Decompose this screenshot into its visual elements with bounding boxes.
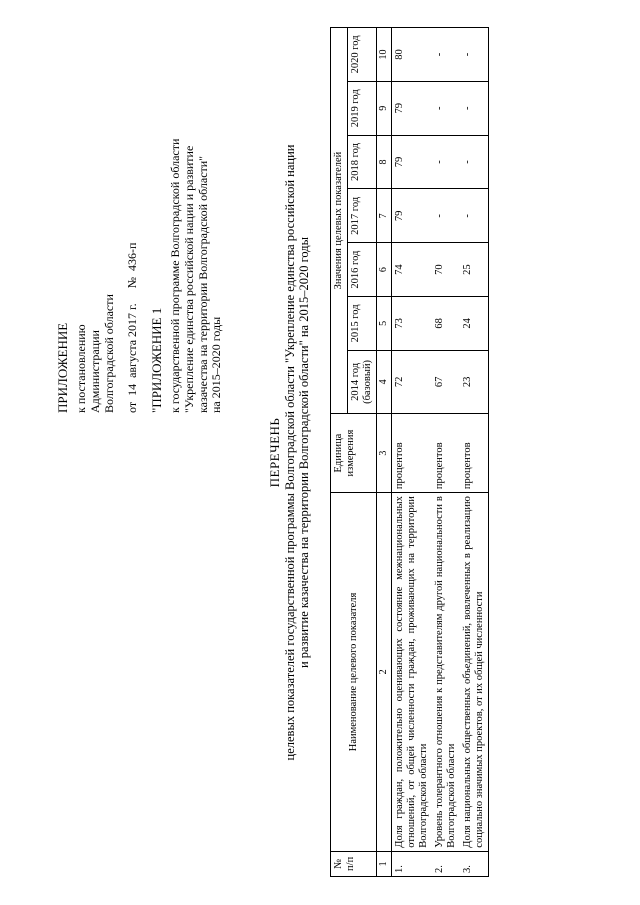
col-header-year: 2014 год (базовый) bbox=[348, 350, 377, 413]
row-num: 2. bbox=[432, 851, 460, 876]
row-value: 70 bbox=[432, 243, 460, 297]
row-value: - bbox=[432, 81, 460, 135]
row-value: - bbox=[432, 189, 460, 243]
row-value: - bbox=[460, 135, 489, 189]
column-index: 9 bbox=[377, 81, 392, 135]
column-index: 5 bbox=[377, 297, 392, 351]
document-title-block bbox=[268, 0, 312, 905]
col-header-year: 2017 год bbox=[348, 189, 377, 243]
row-value: - bbox=[432, 135, 460, 189]
appendix-line: на 2015–2020 годы bbox=[209, 316, 224, 413]
header-date: от 14 августа 2017 г. № 436-п bbox=[125, 242, 140, 413]
table-row bbox=[391, 28, 432, 877]
col-header-year: 2018 год bbox=[348, 135, 377, 189]
row-value: - bbox=[460, 189, 489, 243]
appendix-line: казачества на территории Волгоградской области" bbox=[195, 155, 210, 413]
col-header-values-group: Значения целевых показателей bbox=[331, 28, 348, 414]
row-value: 68 bbox=[432, 297, 460, 351]
column-index: 10 bbox=[377, 28, 392, 82]
col-header-year: 2016 год bbox=[348, 243, 377, 297]
column-index: 3 bbox=[377, 414, 392, 493]
column-index-row bbox=[377, 28, 392, 877]
row-value: 79 bbox=[391, 81, 432, 135]
col-header-name: Наименование целевого показателя bbox=[331, 493, 377, 852]
row-value: 24 bbox=[460, 297, 489, 351]
row-value: 73 bbox=[391, 297, 432, 351]
row-value: 67 bbox=[432, 350, 460, 413]
row-value: 74 bbox=[391, 243, 432, 297]
col-header-year: 2020 год bbox=[348, 28, 377, 82]
header-line: Волгоградской области bbox=[101, 294, 116, 413]
column-index: 2 bbox=[377, 493, 392, 852]
header-title: ПРИЛОЖЕНИЕ bbox=[55, 322, 70, 413]
column-index: 8 bbox=[377, 135, 392, 189]
appendix-title: "ПРИЛОЖЕНИЕ 1 bbox=[149, 307, 165, 413]
row-value: 79 bbox=[391, 135, 432, 189]
row-value: - bbox=[460, 81, 489, 135]
document-subtitle: целевых показателей государственной программы Волгоградской области "Укрепление единства российской нации bbox=[282, 144, 297, 761]
row-indicator-name: Уровень толерантного отношения к представителям другой национальности в Волгоградской области bbox=[432, 493, 460, 852]
document-title: ПЕРЕЧЕНЬ bbox=[267, 417, 282, 488]
row-value: 72 bbox=[391, 350, 432, 413]
header-line: Администрации bbox=[87, 330, 102, 413]
column-index: 6 bbox=[377, 243, 392, 297]
column-index: 7 bbox=[377, 189, 392, 243]
appendix-line: "Укрепление единства российской нации и развитие bbox=[181, 145, 196, 413]
row-num: 1. bbox=[391, 851, 432, 876]
table-row bbox=[432, 28, 460, 877]
row-value: 79 bbox=[391, 189, 432, 243]
table-row bbox=[460, 28, 489, 877]
col-header-unit: Единица измерения bbox=[331, 414, 377, 493]
col-header-year: 2019 год bbox=[348, 81, 377, 135]
row-value: - bbox=[432, 28, 460, 82]
row-num: 3. bbox=[460, 851, 489, 876]
column-index: 1 bbox=[377, 851, 392, 876]
row-value: 23 bbox=[460, 350, 489, 413]
row-indicator-name: Доля национальных общественных объединений, вовлеченных в реализацию социально значимых проектов, от их общей численности bbox=[460, 493, 489, 852]
col-header-year: 2015 год bbox=[348, 297, 377, 351]
row-unit: процентов bbox=[432, 414, 460, 493]
row-value: - bbox=[460, 28, 489, 82]
column-index: 4 bbox=[377, 350, 392, 413]
row-value: 25 bbox=[460, 243, 489, 297]
header-line: к постановлению bbox=[73, 324, 88, 413]
row-unit: процентов bbox=[460, 414, 489, 493]
appendix-line: к государственной программе Волгоградской области bbox=[168, 138, 183, 413]
col-header-num: № п/п bbox=[331, 851, 377, 876]
row-value: 80 bbox=[391, 28, 432, 82]
row-indicator-name: Доля граждан, положительно оценивающих состояние межнациональных отношений, от общей численности граждан, проживающих на территории Волгоградской области bbox=[391, 493, 432, 852]
document-subtitle: и развитие казачества на территории Волгоградской области" на 2015–2020 годы bbox=[297, 236, 312, 669]
approval-header bbox=[56, 53, 224, 413]
row-unit: процентов bbox=[391, 414, 432, 493]
indicators-table bbox=[330, 27, 489, 877]
